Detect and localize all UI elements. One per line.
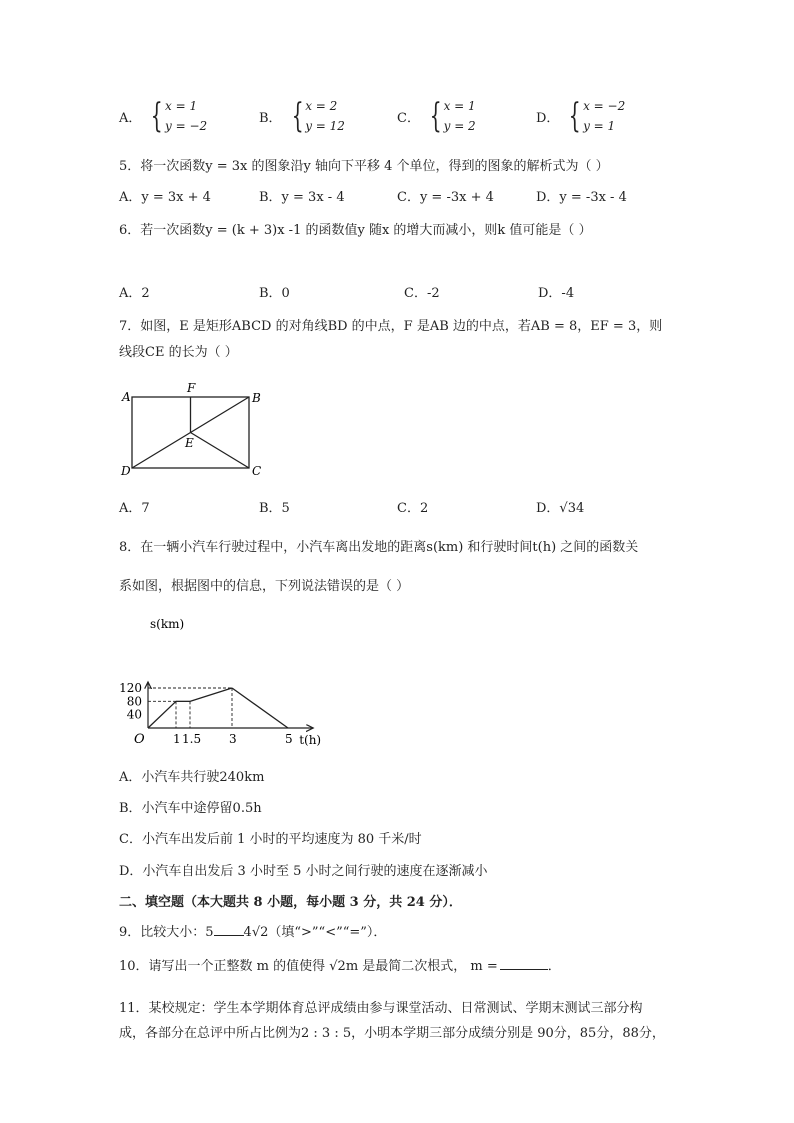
equation-line: y = −2 (165, 119, 208, 133)
origin-label: O (134, 732, 145, 747)
q10-text-after: ． (547, 959, 561, 974)
q8-option-c: C．小汽车出发后前 1 小时的平均速度为 80 千米/时 (119, 832, 422, 847)
x-axis-label: t(h) (299, 733, 322, 747)
option-label: B． (259, 110, 282, 126)
brace-icon: { (151, 96, 164, 136)
brace-icon: { (569, 96, 582, 136)
point-e-label: E (185, 436, 194, 450)
q7-stem-line2: 线段CE 的长为（ ） (119, 345, 238, 360)
option-label: D． (536, 110, 560, 126)
q4-option-d (536, 96, 625, 136)
q8-stem-line1: 8．在一辆小汽车行驶过程中，小汽车离出发地的距离s(km) 和行驶时间t(h) 之间的函数关 (119, 540, 639, 555)
q5-stem: 5．将一次函数y = 3x 的图象沿y 轴向下平移 4 个单位，得到的图象的解析式为（ ） (119, 159, 609, 174)
q11-line2: 成，各部分在总评中所占比例为2 : 3 : 5，小明本学期三部分成绩分别是 90分，85分，88分， (119, 1026, 665, 1041)
x-tick-label: 1 (173, 732, 181, 746)
equation-line: y = 1 (583, 119, 616, 133)
vertex-b-label: B (252, 391, 261, 405)
x-tick-label: 1.5 (182, 732, 202, 746)
q7-rectangle-figure (118, 380, 268, 480)
y-axis-label: s(km) (150, 617, 185, 631)
q9-text-before: 9．比较大小：5 (119, 925, 214, 940)
q7-option-a: A．7 (119, 501, 150, 516)
q8-distance-time-chart (118, 612, 328, 752)
y-tick-label: 80 (126, 694, 142, 709)
vertex-a-label: A (122, 390, 131, 404)
brace-icon: { (291, 96, 304, 136)
q7-option-d: D．√34 (536, 501, 585, 516)
q5-option-b: B．y = 3x - 4 (259, 190, 345, 205)
q5-option-a: A．y = 3x + 4 (119, 190, 211, 205)
equation-line: y = 2 (443, 119, 476, 133)
equation-line: x = 1 (165, 99, 198, 113)
equation-line: x = −2 (583, 99, 626, 113)
data-segment (190, 688, 232, 701)
segment-ec (191, 433, 250, 469)
point-f-label: F (187, 381, 196, 395)
data-segment (148, 701, 176, 728)
y-tick-label: 40 (126, 707, 142, 722)
q6-stem: 6．若一次函数y = (k + 3)x -1 的函数值y 随x 的增大而减小，则k 值可能是（ ） (119, 223, 592, 238)
q10-text-before: 10．请写出一个正整数 m 的值使得 √2m 是最简二次根式， m = (119, 959, 498, 974)
q6-option-c: C．-2 (404, 286, 440, 301)
option-label: A． (119, 110, 142, 126)
vertex-c-label: C (252, 464, 262, 478)
x-tick-label: 5 (285, 732, 293, 746)
equation-line: y = 12 (305, 119, 345, 133)
x-tick-label: 3 (229, 732, 237, 746)
brace-icon: { (429, 96, 442, 136)
q10-answer-blank[interactable] (500, 969, 548, 970)
data-segment (232, 688, 288, 728)
q4-option-b (259, 96, 345, 136)
q9-question (119, 921, 386, 940)
q7-option-c: C．2 (397, 501, 429, 516)
q11-line1: 11．某校规定：学生本学期体育总评成绩由参与课堂活动、日常测试、学期末测试三部分构 (119, 1001, 643, 1016)
q5-option-c: C．y = -3x + 4 (397, 190, 494, 205)
q5-option-d: D．y = -3x - 4 (536, 190, 627, 205)
q8-option-b: B．小汽车中途停留0.5h (119, 801, 262, 816)
equation-line: x = 2 (305, 99, 338, 113)
q7-option-b: B．5 (259, 501, 290, 516)
q6-option-b: B．0 (259, 286, 290, 301)
q10-question (119, 955, 561, 974)
q4-option-a (119, 96, 207, 136)
q8-option-a: A．小汽车共行驶240km (119, 770, 265, 785)
q4-option-c (397, 96, 476, 136)
q8-option-d: D．小汽车自出发后 3 小时至 5 小时之间行驶的速度在逐渐减小 (119, 864, 488, 879)
q6-option-d: D．-4 (538, 286, 575, 301)
y-tick-label: 120 (119, 681, 142, 696)
q6-option-a: A．2 (119, 286, 150, 301)
q9-answer-blank[interactable] (214, 935, 244, 936)
section2-heading: 二、填空题（本大题共 8 小题，每小题 3 分，共 24 分）． (119, 895, 462, 910)
option-label: C． (397, 110, 420, 126)
vertex-d-label: D (121, 464, 131, 478)
equation-line: x = 1 (443, 99, 476, 113)
q7-stem-line1: 7．如图，E 是矩形ABCD 的对角线BD 的中点，F 是AB 边的中点，若AB = 8，EF = 3，则 (119, 319, 663, 334)
q8-stem-line2: 系如图，根据图中的信息，下列说法错误的是（ ） (119, 579, 410, 594)
q9-text-after: 4√2（填“>”“<”“=”）． (243, 925, 387, 940)
